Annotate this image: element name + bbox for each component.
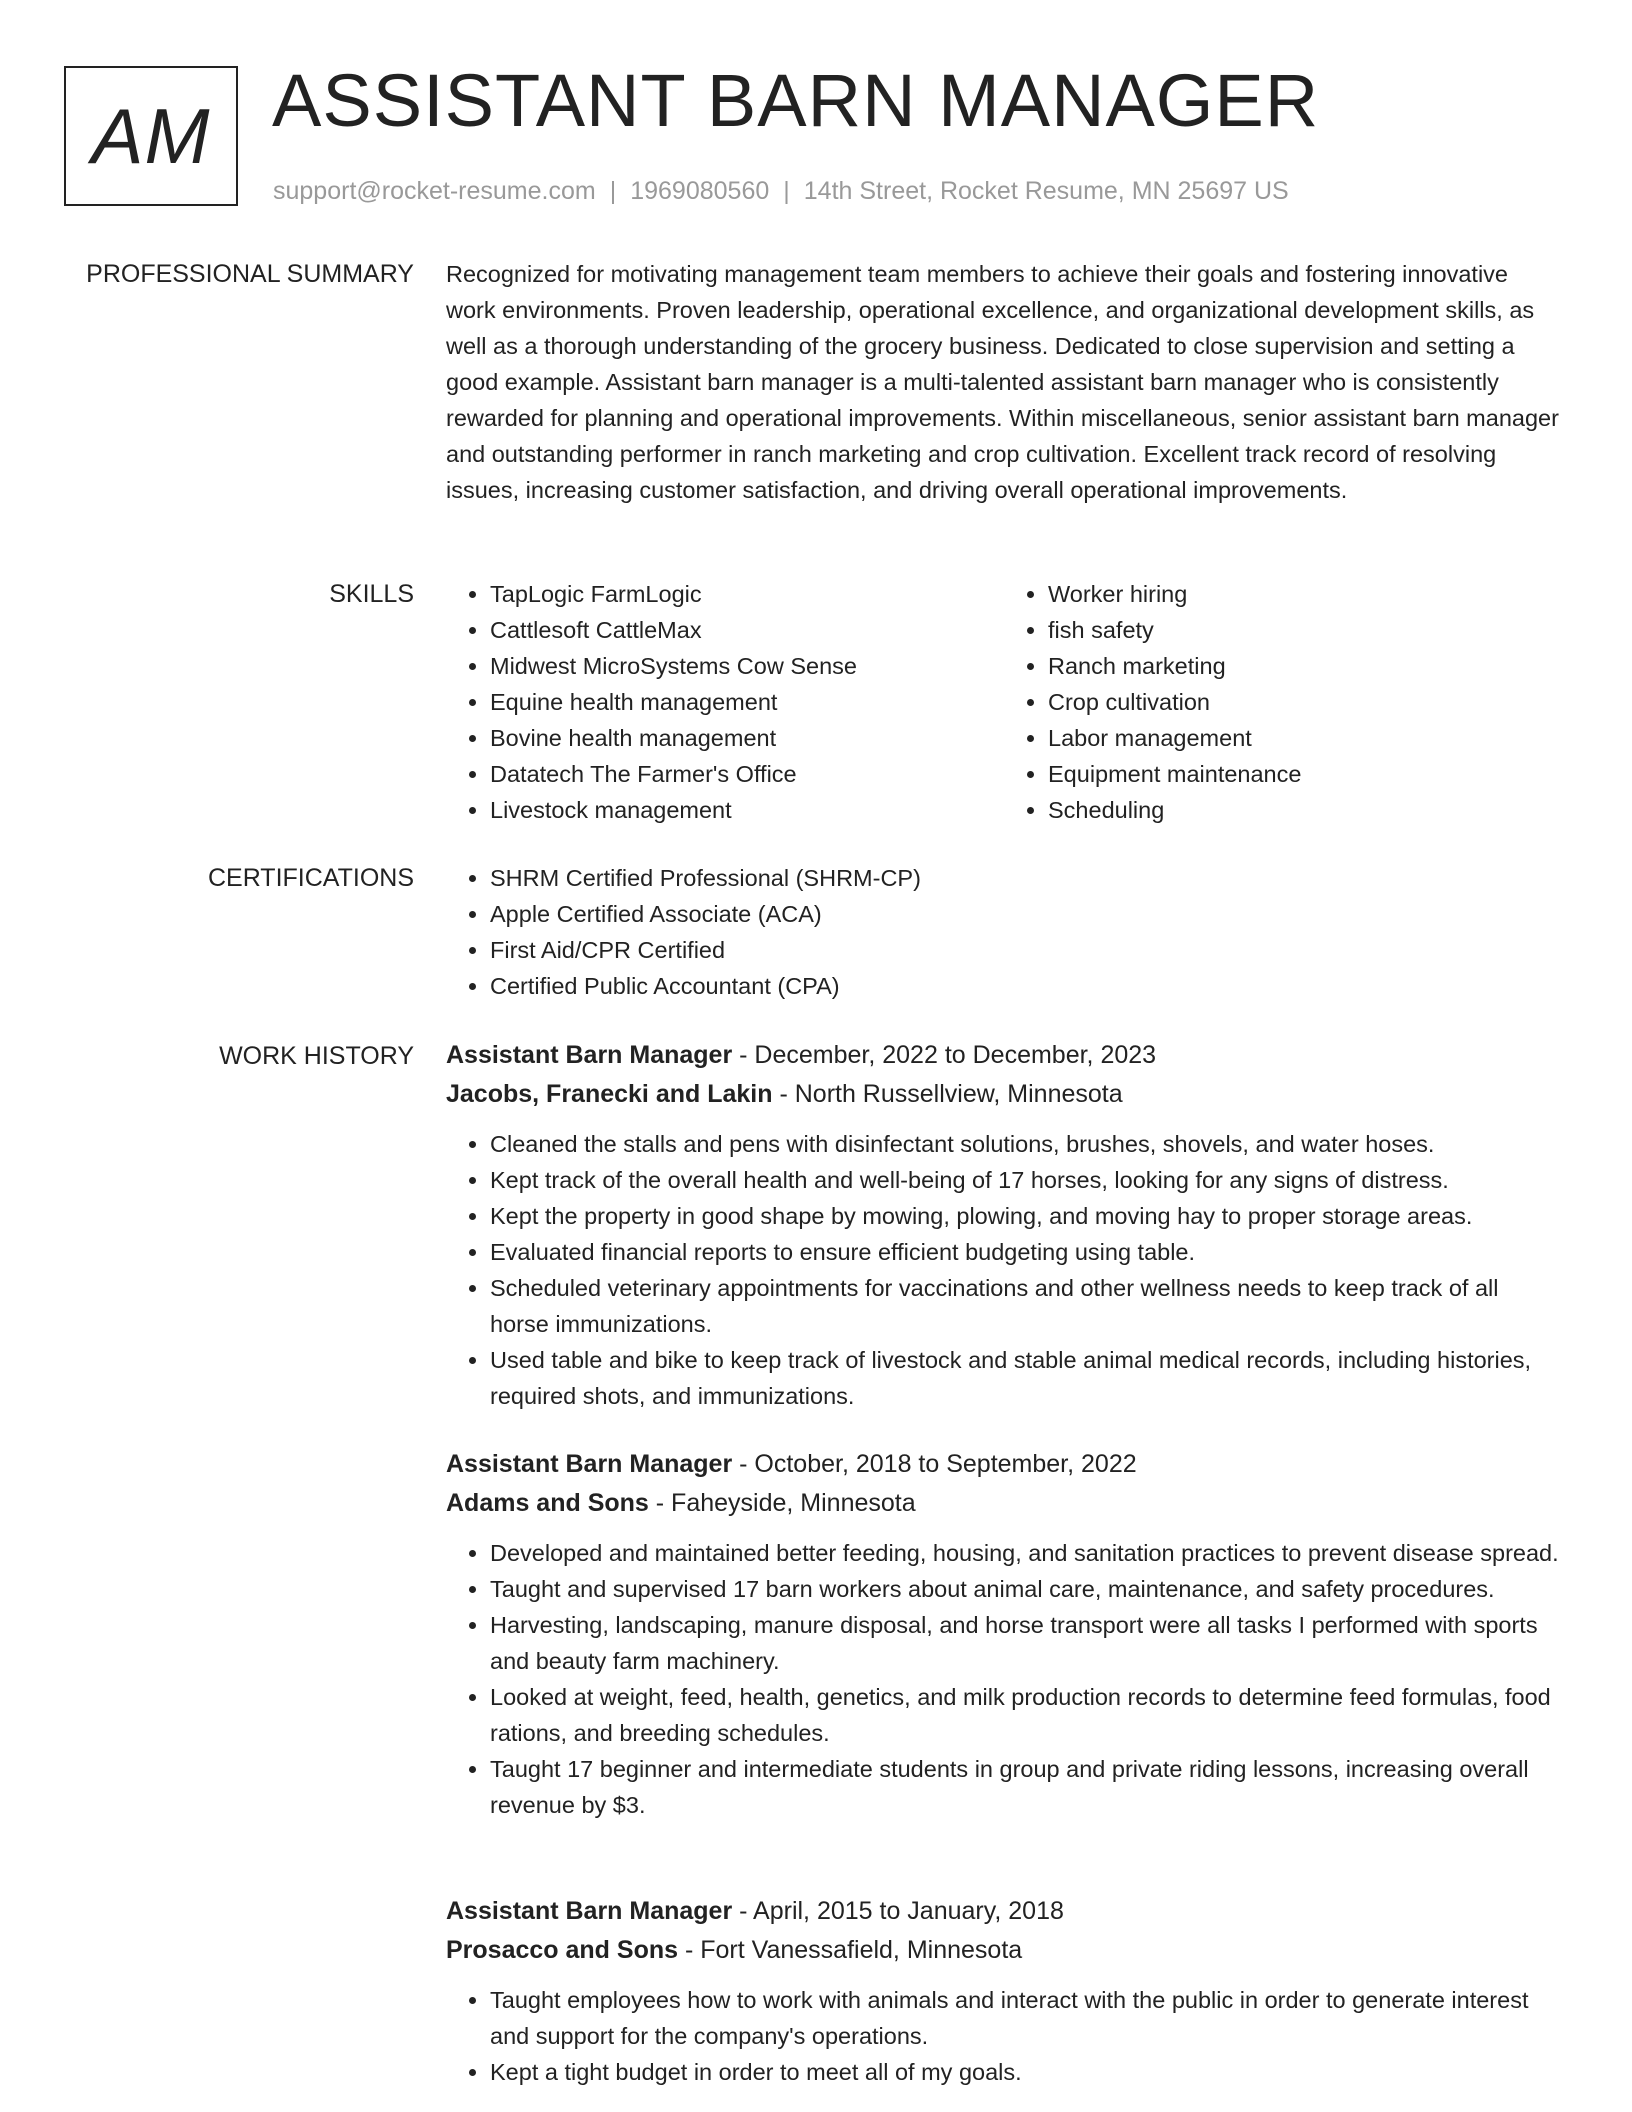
certification-item: • Certified Public Accountant (CPA) xyxy=(490,968,1562,1004)
job-entry xyxy=(446,1445,1562,1823)
monogram-logo xyxy=(64,66,238,206)
job-company: Jacobs, Franecki and Lakin xyxy=(446,1080,773,1108)
job-company-line xyxy=(446,1483,1562,1523)
job-bullet: • Taught and supervised 17 barn workers about animal care, maintenance, and safety procedures. xyxy=(490,1571,1562,1607)
contact-separator: | xyxy=(783,177,790,205)
job-location: - North Russellview, Minnesota xyxy=(772,1080,1123,1108)
job-title: Assistant Barn Manager xyxy=(446,1450,733,1478)
certification-item: • SHRM Certified Professional (SHRM-CP) xyxy=(490,860,1562,896)
summary-section xyxy=(446,256,1562,508)
job-bullet: • Harvesting, landscaping, manure disposal, and horse transport were all tasks I performed with sports and beauty farm machinery. xyxy=(490,1607,1562,1679)
contact-phone: 1969080560 xyxy=(630,177,770,205)
job-bullet: • Evaluated financial reports to ensure efficient budgeting using table. xyxy=(490,1234,1562,1270)
job-bullet: • Cleaned the stalls and pens with disinfectant solutions, brushes, shovels, and water hoses. xyxy=(490,1126,1562,1162)
skill-item: • Equine health management xyxy=(490,684,1004,720)
job-title-line xyxy=(446,1892,1562,1930)
job-bullet: • Looked at weight, feed, health, genetics, and milk production records to determine feed formulas, food rations, and breeding schedules. xyxy=(490,1679,1562,1751)
contact-address: 14th Street, Rocket Resume, MN 25697 US xyxy=(803,177,1289,205)
skill-item: • Worker hiring xyxy=(1048,576,1562,612)
skills-list-right xyxy=(1004,576,1562,828)
job-dates: - October, 2018 to September, 2022 xyxy=(732,1450,1137,1478)
certification-item: • Apple Certified Associate (ACA) xyxy=(490,896,1562,932)
job-entry xyxy=(446,1036,1562,1414)
job-dates: - December, 2022 to December, 2023 xyxy=(732,1041,1157,1069)
skill-item: • fish safety xyxy=(1048,612,1562,648)
job-company: Prosacco and Sons xyxy=(446,1936,679,1964)
skills-label: SKILLS xyxy=(329,580,414,608)
certifications-list xyxy=(446,860,1562,1004)
certifications-label: CERTIFICATIONS xyxy=(207,864,414,892)
job-bullet: • Taught 17 beginner and intermediate students in group and private riding lessons, increasing overall revenue by $3. xyxy=(490,1751,1562,1823)
skill-item: • Cattlesoft CattleMax xyxy=(490,612,1004,648)
summary-label: PROFESSIONAL SUMMARY xyxy=(86,260,414,288)
job-title-line xyxy=(446,1036,1562,1074)
job-location: - Fort Vanessafield, Minnesota xyxy=(678,1936,1023,1964)
job-title: Assistant Barn Manager xyxy=(446,1041,733,1069)
contact-line xyxy=(273,176,1289,206)
job-title-line xyxy=(446,1445,1562,1483)
job-bullets xyxy=(446,1535,1562,1823)
job-title: Assistant Barn Manager xyxy=(446,1897,733,1925)
job-bullet: • Scheduled veterinary appointments for vaccinations and other wellness needs to keep track of all horse immunizations. xyxy=(490,1270,1562,1342)
skills-section xyxy=(446,576,1562,828)
job-bullet: • Taught employees how to work with animals and interact with the public in order to generate interest and support for the company's operations. xyxy=(490,1982,1562,2054)
job-bullet: • Kept a tight budget in order to meet all of my goals. xyxy=(490,2054,1562,2090)
skill-item: • Datatech The Farmer's Office xyxy=(490,756,1004,792)
job-bullets xyxy=(446,1982,1562,2090)
job-company: Adams and Sons xyxy=(446,1489,649,1517)
job-bullet: • Kept the property in good shape by mowing, plowing, and moving hay to proper storage areas. xyxy=(490,1198,1562,1234)
job-bullet: • Kept track of the overall health and well-being of 17 horses, looking for any signs of distress. xyxy=(490,1162,1562,1198)
job-company-line xyxy=(446,1930,1562,1970)
job-bullet: • Used table and bike to keep track of livestock and stable animal medical records, including histories, required shots, and immunizations. xyxy=(490,1342,1562,1414)
skills-list-left xyxy=(446,576,1004,828)
contact-separator: | xyxy=(609,177,617,205)
job-bullets xyxy=(446,1126,1562,1414)
skill-item: • Ranch marketing xyxy=(1048,648,1562,684)
skill-item: • Bovine health management xyxy=(490,720,1004,756)
monogram-text: AM xyxy=(91,91,211,180)
skill-item: • Livestock management xyxy=(490,792,1004,828)
job-company-line xyxy=(446,1074,1562,1114)
job-dates: - April, 2015 to January, 2018 xyxy=(732,1897,1064,1925)
work-history-label: WORK HISTORY xyxy=(219,1042,414,1070)
certification-item: • First Aid/CPR Certified xyxy=(490,932,1562,968)
summary-text: Recognized for motivating management team members to achieve their goals and fostering innovative work environments. Proven leadership, operational excellence, and organizational development skills, as well as a thorough understanding of the grocery business. Dedicated to close supervision and setting a good example. Assistant barn manager is a multi-talented assistant barn manager who is consistently rewarded for planning and operational improvements. Within miscellaneous, senior assistant barn manager and outstanding performer in ranch marketing and crop cultivation. Excellent track record of resolving issues, increasing customer satisfaction, and driving overall operational improvements. xyxy=(446,261,1559,503)
job-location: - Faheyside, Minnesota xyxy=(648,1489,916,1517)
skill-item: • Equipment maintenance xyxy=(1048,756,1562,792)
skill-item: • Labor management xyxy=(1048,720,1562,756)
skill-item: • Midwest MicroSystems Cow Sense xyxy=(490,648,1004,684)
job-bullet: • Developed and maintained better feeding, housing, and sanitation practices to prevent disease spread. xyxy=(490,1535,1562,1571)
job-entry xyxy=(446,1892,1562,2090)
resume-title: ASSISTANT BARN MANAGER xyxy=(272,59,1320,142)
skill-item: • Crop cultivation xyxy=(1048,684,1562,720)
skill-item: • Scheduling xyxy=(1048,792,1562,828)
contact-email: support@rocket-resume.com xyxy=(273,177,596,205)
skill-item: • TapLogic FarmLogic xyxy=(490,576,1004,612)
certifications-section xyxy=(446,860,1562,1004)
